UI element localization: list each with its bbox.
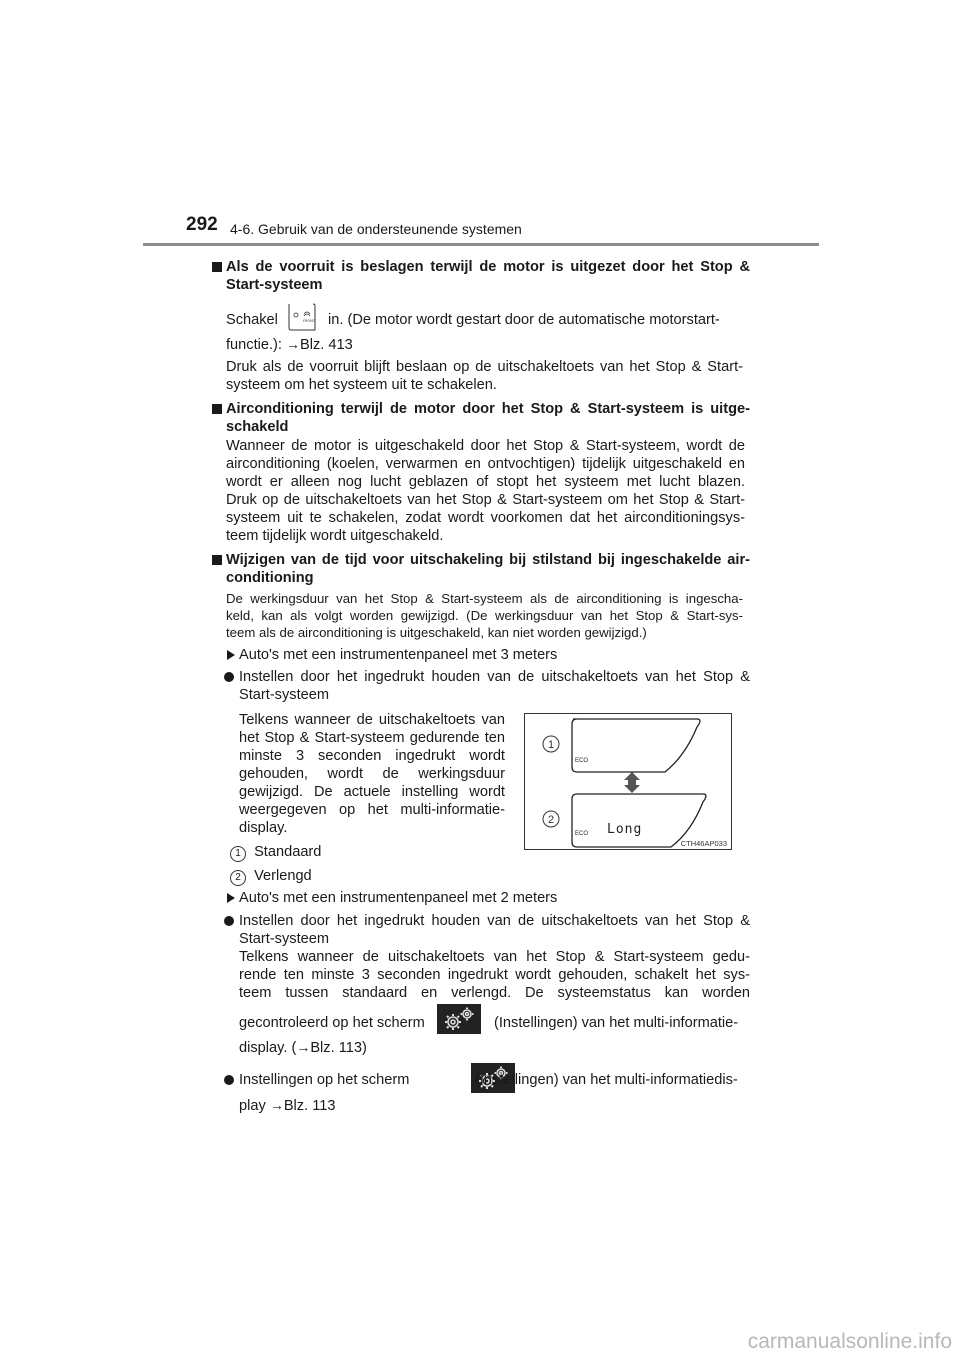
- section3-small-line: teem als de airconditioning is uitgeschakeld, kan niet worden gewijzigd.): [226, 625, 647, 640]
- legend-item-verlengd: [230, 867, 312, 886]
- long-setting-text: Long: [607, 822, 643, 837]
- section2-line: systeem uit te schakelen, zodat wordt voorkomen dat het airconditioningsys-: [226, 510, 745, 526]
- eco-label: ECO: [575, 758, 589, 764]
- header-divider: [143, 243, 819, 246]
- circle-bullet-icon: [224, 1075, 234, 1085]
- legend-number-1: 1: [230, 846, 246, 862]
- settings-gear-icon: [437, 1004, 481, 1034]
- legend-number-2: 2: [230, 870, 246, 886]
- bullet1-para-line: het Stop & Start-systeem gedurende ten: [239, 730, 505, 746]
- bullet3-prefix: Instellingen op het scherm: [239, 1072, 410, 1088]
- chapter-title: 4-6. Gebruik van de ondersteunende systemen: [230, 221, 522, 237]
- section3-heading-line2: conditioning: [226, 570, 314, 586]
- bullet1-para-line: Telkens wanneer de uitschakeltoets van: [239, 712, 505, 728]
- triangle-bullet-icon: [227, 893, 235, 903]
- bullet1-para-line: display.: [239, 820, 288, 836]
- subsection1-title: Auto's met een instrumentenpaneel met 3 meters: [239, 647, 558, 663]
- section1-schakel-prefix: Schakel: [226, 312, 278, 328]
- section1-functie-line: [226, 335, 353, 354]
- legend-item-standaard: [230, 843, 321, 862]
- bullet3-suffix: (Instellingen) van het multi-informatiedis-: [475, 1072, 738, 1088]
- section3-small-line: keld, kan als volgt worden gewijzigd. (De werkingsduur van het Stop & Start-sys-: [226, 608, 743, 623]
- bullet2-gecontroleerd-prefix: gecontroleerd op het scherm: [239, 1015, 425, 1031]
- section1-schakel-suffix: in. (De motor wordt gestart door de automatische motorstart-: [328, 312, 720, 328]
- bullet2-gecontroleerd-suffix: (Instellingen) van het multi-informatie-: [494, 1015, 739, 1031]
- section3-small-line: De werkingsduur van het Stop & Start-systeem als de airconditioning is ingescha-: [226, 591, 743, 606]
- section2-line: wordt er alleen nog lucht geblazen of stopt het systeem met lucht blazen.: [226, 474, 745, 490]
- section2-line: Druk op de uitschakeltoets van het Stop & Start-systeem om het Stop & Start-: [226, 492, 745, 508]
- bullet2-line1: Instellen door het ingedrukt houden van de uitschakeltoets van het Stop &: [239, 913, 750, 929]
- section1-heading-line2: Start-systeem: [226, 277, 323, 293]
- bullet2-para-line: teem tussen standaard en verlengd. De systeemstatus kan worden: [239, 985, 750, 1001]
- section2-heading-line1: Airconditioning terwijl de motor door het Stop & Start-systeem is uitge-: [226, 401, 750, 417]
- bullet1-line2: Start-systeem: [239, 687, 330, 703]
- bullet2-display-text: display. (: [239, 1040, 297, 1056]
- section1-para-line1: Druk als de voorruit blijft beslaan op de uitschakeltoets van het Stop & Start-: [226, 359, 743, 375]
- display-illustration: [524, 713, 732, 850]
- arrow-icon: →: [286, 336, 301, 352]
- section2-line: Wanneer de motor is uitgeschakeld door het Stop & Start-systeem, wordt de: [226, 438, 745, 454]
- arrow-icon: →: [269, 1097, 284, 1113]
- bullet2-display-line: [239, 1038, 367, 1057]
- bullet2-para-line: Telkens wanneer de uitschakeltoets van het Stop & Start-systeem gedu-: [239, 949, 750, 965]
- subsection2-title: Auto's met een instrumentenpaneel met 2 meters: [239, 890, 558, 906]
- bullet1-para-line: gewijzigd. De actuele instelling wordt: [239, 784, 505, 800]
- section2-line: airconditioning (koelen, verwarmen en ontvochtigen) tijdelijk uitgeschakeld en: [226, 456, 745, 472]
- eco-label: ECO: [575, 831, 589, 837]
- figure-code: CTH46AP033: [680, 839, 727, 848]
- bullet2-line2: Start-systeem: [239, 931, 330, 947]
- circle-bullet-icon: [224, 916, 234, 926]
- section2-line: teem tijdelijk wordt uitgeschakeld.: [226, 528, 444, 544]
- section3-heading-line1: Wijzigen van de tijd voor uitschakeling bij stilstand bij ingeschakelde air-: [226, 552, 750, 568]
- bullet1-para-line: weergegeven op het multi-informatie-: [239, 802, 505, 818]
- bullet2-display-ref[interactable]: Blz. 113): [310, 1040, 367, 1056]
- section1-functie-prefix: functie.):: [226, 337, 287, 353]
- section-square-icon: [212, 262, 222, 272]
- svg-text:FRONT: FRONT: [303, 319, 315, 323]
- bullet1-para-line: gehouden, wordt de werkingsduur: [239, 766, 505, 782]
- triangle-bullet-icon: [227, 650, 235, 660]
- section1-functie-ref[interactable]: Blz. 413: [300, 337, 353, 353]
- section-square-icon: [212, 404, 222, 414]
- display-standard-outline: [572, 719, 700, 772]
- section1-para-line2: systeem om het systeem uit te schakelen.: [226, 377, 497, 393]
- callout-number-1: 1: [547, 739, 555, 751]
- bullet3-play-line: [239, 1096, 335, 1115]
- legend-label: Verlengd: [254, 868, 312, 884]
- section1-heading-line1: Als de voorruit is beslagen terwijl de motor is uitgezet door het Stop &: [226, 259, 750, 275]
- bullet3-ref[interactable]: Blz. 113: [283, 1098, 336, 1114]
- footer-watermark-url: carmanualsonline.info: [747, 1330, 952, 1353]
- bullet1-line1: Instellen door het ingedrukt houden van de uitschakeltoets van het Stop &: [239, 669, 750, 685]
- section2-heading-line2: schakeld: [226, 419, 289, 435]
- toggle-arrow-icon: [624, 772, 640, 793]
- legend-label: Standaard: [254, 844, 322, 860]
- arrow-icon: →: [296, 1039, 311, 1055]
- callout-number-2: 2: [547, 814, 555, 826]
- bullet3-play-text: play: [239, 1098, 270, 1114]
- circle-bullet-icon: [224, 672, 234, 682]
- section-square-icon: [212, 555, 222, 565]
- bullet2-para-line: rende ten minste 3 seconden ingedrukt wordt gehouden, schakelt het sys-: [239, 967, 750, 983]
- page-number: 292: [186, 214, 218, 235]
- bullet1-para-line: minste 3 seconden ingedrukt wordt: [239, 748, 505, 764]
- front-defroster-button-icon: [287, 302, 317, 332]
